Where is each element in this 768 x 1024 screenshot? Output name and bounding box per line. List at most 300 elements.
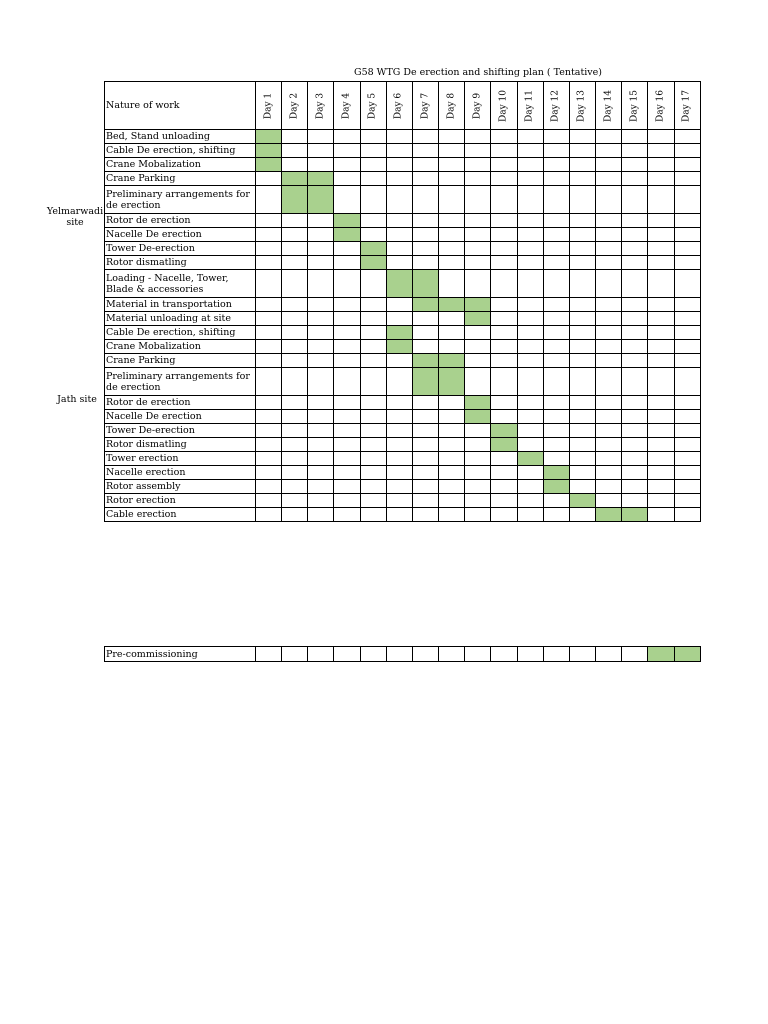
- precommissioning-table: [104, 646, 701, 662]
- empty-cell: [648, 508, 674, 522]
- task-row: [105, 228, 701, 242]
- task-row: [105, 647, 701, 662]
- empty-cell: [334, 256, 360, 270]
- day-header: [648, 82, 674, 130]
- empty-cell: [465, 466, 491, 480]
- task-row: [105, 270, 701, 298]
- empty-cell: [622, 312, 648, 326]
- empty-cell: [648, 326, 674, 340]
- empty-cell: [517, 508, 543, 522]
- empty-cell: [543, 508, 569, 522]
- empty-cell: [465, 256, 491, 270]
- empty-cell: [491, 256, 517, 270]
- site-label-yelmarwadi: Yelmarwadi site: [46, 206, 104, 228]
- empty-cell: [360, 508, 386, 522]
- empty-cell: [256, 228, 282, 242]
- empty-cell: [256, 647, 282, 662]
- task-row: [105, 452, 701, 466]
- empty-cell: [491, 214, 517, 228]
- empty-cell: [412, 144, 438, 158]
- empty-cell: [439, 396, 465, 410]
- task-row: [105, 144, 701, 158]
- empty-cell: [491, 326, 517, 340]
- day-header: [282, 82, 308, 130]
- empty-cell: [465, 186, 491, 214]
- empty-cell: [439, 214, 465, 228]
- empty-cell: [465, 508, 491, 522]
- empty-cell: [360, 480, 386, 494]
- scheduled-cell: [412, 368, 438, 396]
- empty-cell: [596, 256, 622, 270]
- empty-cell: [360, 158, 386, 172]
- empty-cell: [412, 340, 438, 354]
- empty-cell: [334, 312, 360, 326]
- empty-cell: [648, 312, 674, 326]
- empty-cell: [360, 647, 386, 662]
- task-name: Cable De erection, shifting: [105, 144, 256, 158]
- scheduled-cell: [308, 186, 334, 214]
- empty-cell: [596, 396, 622, 410]
- empty-cell: [648, 368, 674, 396]
- empty-cell: [569, 452, 595, 466]
- empty-cell: [282, 466, 308, 480]
- empty-cell: [648, 256, 674, 270]
- empty-cell: [543, 452, 569, 466]
- scheduled-cell: [569, 494, 595, 508]
- day-header: [439, 82, 465, 130]
- empty-cell: [412, 494, 438, 508]
- task-name: Cable De erection, shifting: [105, 326, 256, 340]
- empty-cell: [334, 480, 360, 494]
- empty-cell: [412, 312, 438, 326]
- task-name: Material unloading at site: [105, 312, 256, 326]
- site-label-jath: Jath site: [57, 394, 97, 405]
- empty-cell: [622, 368, 648, 396]
- empty-cell: [648, 354, 674, 368]
- empty-cell: [439, 144, 465, 158]
- empty-cell: [334, 340, 360, 354]
- empty-cell: [517, 354, 543, 368]
- empty-cell: [360, 438, 386, 452]
- empty-cell: [543, 228, 569, 242]
- empty-cell: [439, 326, 465, 340]
- empty-cell: [334, 424, 360, 438]
- empty-cell: [622, 256, 648, 270]
- empty-cell: [569, 186, 595, 214]
- empty-cell: [360, 368, 386, 396]
- task-name: Tower De-erection: [105, 424, 256, 438]
- scheduled-cell: [439, 354, 465, 368]
- empty-cell: [674, 158, 700, 172]
- day-label: Day 16: [655, 89, 666, 122]
- empty-cell: [491, 298, 517, 312]
- empty-cell: [439, 270, 465, 298]
- empty-cell: [334, 368, 360, 396]
- empty-cell: [360, 410, 386, 424]
- empty-cell: [334, 130, 360, 144]
- empty-cell: [386, 396, 412, 410]
- day-label: Day 3: [315, 92, 326, 119]
- empty-cell: [465, 144, 491, 158]
- empty-cell: [439, 242, 465, 256]
- empty-cell: [386, 508, 412, 522]
- empty-cell: [596, 326, 622, 340]
- empty-cell: [334, 326, 360, 340]
- empty-cell: [334, 298, 360, 312]
- empty-cell: [674, 326, 700, 340]
- empty-cell: [386, 354, 412, 368]
- scheduled-cell: [256, 144, 282, 158]
- task-row: [105, 326, 701, 340]
- empty-cell: [308, 452, 334, 466]
- empty-cell: [282, 354, 308, 368]
- empty-cell: [648, 158, 674, 172]
- empty-cell: [360, 466, 386, 480]
- empty-cell: [308, 228, 334, 242]
- empty-cell: [282, 508, 308, 522]
- task-name: Crane Mobalization: [105, 158, 256, 172]
- empty-cell: [517, 647, 543, 662]
- empty-cell: [256, 312, 282, 326]
- empty-cell: [674, 354, 700, 368]
- empty-cell: [491, 228, 517, 242]
- empty-cell: [308, 438, 334, 452]
- empty-cell: [648, 186, 674, 214]
- empty-cell: [543, 424, 569, 438]
- empty-cell: [360, 228, 386, 242]
- empty-cell: [334, 438, 360, 452]
- empty-cell: [648, 270, 674, 298]
- day-header: [517, 82, 543, 130]
- empty-cell: [386, 494, 412, 508]
- empty-cell: [465, 368, 491, 396]
- scheduled-cell: [412, 298, 438, 312]
- empty-cell: [491, 368, 517, 396]
- empty-cell: [256, 270, 282, 298]
- empty-cell: [543, 438, 569, 452]
- scheduled-cell: [543, 466, 569, 480]
- empty-cell: [256, 424, 282, 438]
- empty-cell: [256, 494, 282, 508]
- empty-cell: [596, 494, 622, 508]
- empty-cell: [386, 312, 412, 326]
- empty-cell: [596, 158, 622, 172]
- empty-cell: [308, 214, 334, 228]
- empty-cell: [517, 270, 543, 298]
- empty-cell: [439, 312, 465, 326]
- scheduled-cell: [256, 130, 282, 144]
- empty-cell: [308, 270, 334, 298]
- task-row: [105, 312, 701, 326]
- empty-cell: [256, 466, 282, 480]
- empty-cell: [412, 508, 438, 522]
- empty-cell: [596, 480, 622, 494]
- task-row: [105, 508, 701, 522]
- empty-cell: [517, 326, 543, 340]
- empty-cell: [282, 228, 308, 242]
- task-name: Preliminary arrangements for de erection: [105, 186, 256, 214]
- empty-cell: [491, 172, 517, 186]
- empty-cell: [439, 256, 465, 270]
- empty-cell: [517, 158, 543, 172]
- empty-cell: [360, 452, 386, 466]
- scheduled-cell: [282, 172, 308, 186]
- empty-cell: [386, 368, 412, 396]
- scheduled-cell: [491, 424, 517, 438]
- empty-cell: [569, 214, 595, 228]
- empty-cell: [491, 186, 517, 214]
- scheduled-cell: [386, 326, 412, 340]
- day-header: [569, 82, 595, 130]
- empty-cell: [491, 466, 517, 480]
- empty-cell: [491, 158, 517, 172]
- empty-cell: [569, 508, 595, 522]
- empty-cell: [308, 494, 334, 508]
- empty-cell: [622, 410, 648, 424]
- empty-cell: [308, 368, 334, 396]
- empty-cell: [412, 424, 438, 438]
- scheduled-cell: [412, 354, 438, 368]
- empty-cell: [622, 494, 648, 508]
- task-row: [105, 480, 701, 494]
- empty-cell: [674, 312, 700, 326]
- empty-cell: [439, 410, 465, 424]
- empty-cell: [308, 396, 334, 410]
- day-header: [334, 82, 360, 130]
- empty-cell: [596, 438, 622, 452]
- empty-cell: [517, 256, 543, 270]
- empty-cell: [674, 340, 700, 354]
- empty-cell: [465, 452, 491, 466]
- empty-cell: [256, 186, 282, 214]
- empty-cell: [282, 480, 308, 494]
- empty-cell: [334, 508, 360, 522]
- empty-cell: [282, 242, 308, 256]
- empty-cell: [622, 186, 648, 214]
- empty-cell: [308, 410, 334, 424]
- empty-cell: [491, 494, 517, 508]
- empty-cell: [439, 647, 465, 662]
- scheduled-cell: [543, 480, 569, 494]
- scheduled-cell: [465, 410, 491, 424]
- empty-cell: [256, 256, 282, 270]
- empty-cell: [386, 130, 412, 144]
- empty-cell: [543, 647, 569, 662]
- empty-cell: [256, 214, 282, 228]
- scheduled-cell: [648, 647, 674, 662]
- empty-cell: [334, 172, 360, 186]
- task-name: Pre-commissioning: [105, 647, 256, 662]
- task-row: [105, 410, 701, 424]
- empty-cell: [491, 508, 517, 522]
- empty-cell: [517, 242, 543, 256]
- empty-cell: [282, 144, 308, 158]
- empty-cell: [674, 494, 700, 508]
- scheduled-cell: [386, 270, 412, 298]
- empty-cell: [622, 144, 648, 158]
- empty-cell: [282, 340, 308, 354]
- day-label: Day 5: [367, 92, 378, 119]
- empty-cell: [439, 340, 465, 354]
- task-row: [105, 214, 701, 228]
- empty-cell: [622, 480, 648, 494]
- empty-cell: [569, 256, 595, 270]
- empty-cell: [308, 340, 334, 354]
- empty-cell: [648, 396, 674, 410]
- day-label: Day 15: [629, 89, 640, 122]
- task-name: Rotor dismatling: [105, 438, 256, 452]
- task-name: Crane Parking: [105, 354, 256, 368]
- empty-cell: [596, 312, 622, 326]
- empty-cell: [439, 466, 465, 480]
- empty-cell: [674, 424, 700, 438]
- scheduled-cell: [465, 396, 491, 410]
- day-label: Day 1: [263, 92, 274, 119]
- empty-cell: [622, 270, 648, 298]
- day-header: [412, 82, 438, 130]
- task-name: Nacelle erection: [105, 466, 256, 480]
- empty-cell: [569, 410, 595, 424]
- empty-cell: [622, 424, 648, 438]
- empty-cell: [439, 438, 465, 452]
- empty-cell: [596, 228, 622, 242]
- empty-cell: [596, 172, 622, 186]
- empty-cell: [256, 438, 282, 452]
- empty-cell: [465, 424, 491, 438]
- empty-cell: [308, 480, 334, 494]
- task-name: Preliminary arrangements for de erection: [105, 368, 256, 396]
- empty-cell: [517, 438, 543, 452]
- header-row: [105, 82, 701, 130]
- empty-cell: [282, 130, 308, 144]
- empty-cell: [256, 508, 282, 522]
- task-name: Nacelle De erection: [105, 410, 256, 424]
- empty-cell: [465, 130, 491, 144]
- empty-cell: [386, 298, 412, 312]
- day-label: Day 9: [472, 92, 483, 119]
- empty-cell: [465, 270, 491, 298]
- empty-cell: [569, 130, 595, 144]
- day-header: [360, 82, 386, 130]
- empty-cell: [334, 494, 360, 508]
- empty-cell: [569, 480, 595, 494]
- empty-cell: [543, 368, 569, 396]
- empty-cell: [569, 270, 595, 298]
- empty-cell: [412, 214, 438, 228]
- empty-cell: [622, 326, 648, 340]
- task-row: [105, 130, 701, 144]
- empty-cell: [334, 242, 360, 256]
- empty-cell: [465, 480, 491, 494]
- empty-cell: [282, 312, 308, 326]
- empty-cell: [543, 354, 569, 368]
- day-label: Day 6: [393, 92, 404, 119]
- empty-cell: [360, 186, 386, 214]
- day-label: Day 8: [446, 92, 457, 119]
- empty-cell: [256, 326, 282, 340]
- task-name: Bed, Stand unloading: [105, 130, 256, 144]
- empty-cell: [256, 340, 282, 354]
- empty-cell: [648, 438, 674, 452]
- scheduled-cell: [439, 298, 465, 312]
- empty-cell: [412, 228, 438, 242]
- empty-cell: [308, 256, 334, 270]
- empty-cell: [308, 424, 334, 438]
- empty-cell: [256, 172, 282, 186]
- empty-cell: [360, 354, 386, 368]
- scheduled-cell: [517, 452, 543, 466]
- empty-cell: [282, 396, 308, 410]
- scheduled-cell: [360, 256, 386, 270]
- task-name: Rotor assembly: [105, 480, 256, 494]
- empty-cell: [517, 368, 543, 396]
- empty-cell: [674, 186, 700, 214]
- empty-cell: [491, 354, 517, 368]
- plan-title: G58 WTG De erection and shifting plan ( Tentative): [353, 67, 602, 78]
- empty-cell: [465, 326, 491, 340]
- empty-cell: [256, 480, 282, 494]
- day-header: [256, 82, 282, 130]
- empty-cell: [517, 172, 543, 186]
- empty-cell: [439, 130, 465, 144]
- empty-cell: [543, 144, 569, 158]
- empty-cell: [569, 466, 595, 480]
- empty-cell: [439, 228, 465, 242]
- scheduled-cell: [334, 228, 360, 242]
- scheduled-cell: [465, 312, 491, 326]
- day-header: [386, 82, 412, 130]
- empty-cell: [412, 410, 438, 424]
- task-row: [105, 256, 701, 270]
- task-row: [105, 494, 701, 508]
- empty-cell: [674, 438, 700, 452]
- empty-cell: [596, 144, 622, 158]
- empty-cell: [596, 424, 622, 438]
- day-header: [622, 82, 648, 130]
- empty-cell: [412, 242, 438, 256]
- empty-cell: [439, 186, 465, 214]
- empty-cell: [622, 438, 648, 452]
- day-label: Day 7: [420, 92, 431, 119]
- empty-cell: [439, 480, 465, 494]
- task-row: [105, 424, 701, 438]
- empty-cell: [360, 340, 386, 354]
- empty-cell: [465, 354, 491, 368]
- empty-cell: [569, 158, 595, 172]
- empty-cell: [282, 368, 308, 396]
- task-name: Material in transportation: [105, 298, 256, 312]
- empty-cell: [282, 298, 308, 312]
- empty-cell: [517, 396, 543, 410]
- empty-cell: [386, 256, 412, 270]
- empty-cell: [569, 172, 595, 186]
- empty-cell: [308, 326, 334, 340]
- empty-cell: [412, 256, 438, 270]
- gantt-table: [104, 81, 701, 522]
- empty-cell: [334, 647, 360, 662]
- task-name: Nacelle De erection: [105, 228, 256, 242]
- empty-cell: [360, 312, 386, 326]
- empty-cell: [569, 340, 595, 354]
- empty-cell: [674, 368, 700, 396]
- task-name: Crane Parking: [105, 172, 256, 186]
- empty-cell: [465, 158, 491, 172]
- scheduled-cell: [412, 270, 438, 298]
- empty-cell: [517, 312, 543, 326]
- empty-cell: [308, 647, 334, 662]
- empty-cell: [256, 368, 282, 396]
- empty-cell: [334, 452, 360, 466]
